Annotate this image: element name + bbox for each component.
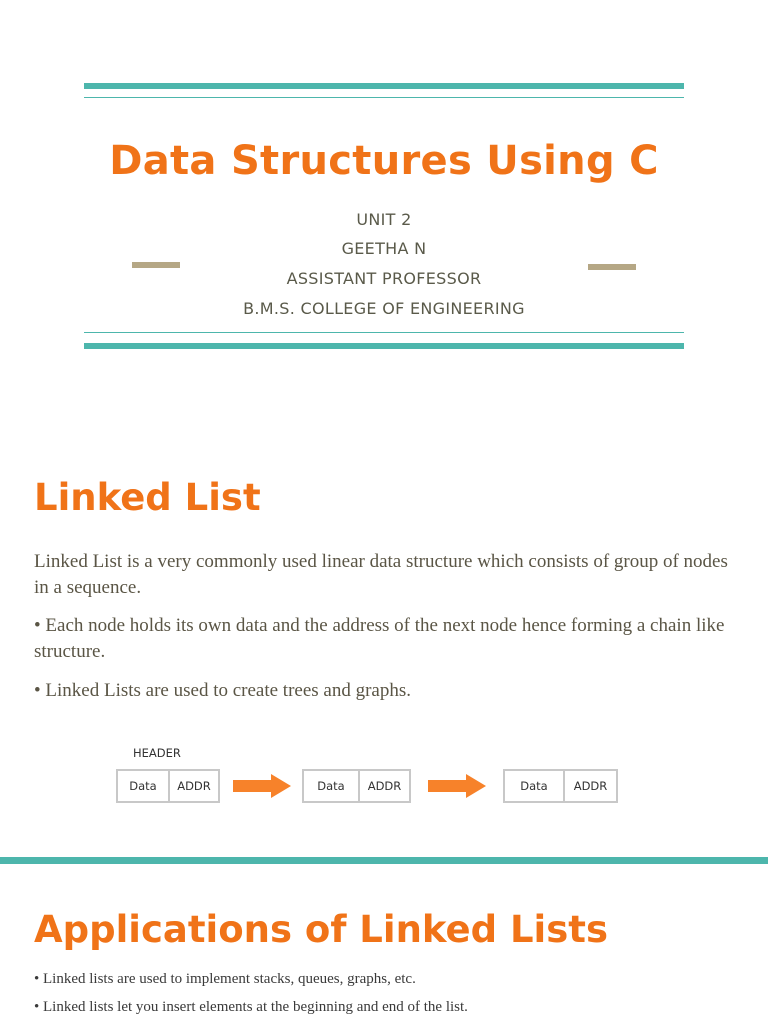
left-accent-dash [132,262,180,268]
arrow-right-icon [428,774,486,798]
bottom-thin-rule [84,332,684,333]
presentation-title: Data Structures Using C [109,138,659,184]
linked-list-heading: Linked List [34,476,261,519]
bottom-thick-rule [84,343,684,349]
author-name: GEETHA N [341,239,427,258]
list-node-3 [503,769,618,803]
unit-label: UNIT 2 [356,210,412,229]
author-designation: ASSISTANT PROFESSOR [286,269,482,288]
node-data-cell: Data [505,771,565,801]
linked-list-bullet-node: • Each node holds its own data and the address of the next node hence forming a chain like structure. [34,615,725,662]
top-thick-rule [84,83,684,89]
application-bullet-2: • Linked lists let you insert elements at the beginning and end of the list. [34,999,468,1015]
institution-name: B.M.S. COLLEGE OF ENGINEERING [243,299,525,318]
node-data-cell: Data [118,771,170,801]
application-bullet-1: • Linked lists are used to implement stacks, queues, graphs, etc. [34,971,416,987]
arrow-right-icon [233,774,291,798]
node-addr-cell: ADDR [367,779,402,793]
header-label: HEADER [133,746,181,760]
list-node-1 [116,769,220,803]
linked-list-definition: Linked List is a very commonly used linear data structure which consists of group of nodes in a sequence. [34,551,728,598]
node-addr-cell: ADDR [177,779,211,793]
list-node-2 [302,769,411,803]
slide-divider [0,857,768,864]
top-thin-rule [84,97,684,98]
applications-heading: Applications of Linked Lists [34,908,608,951]
node-data-cell: Data [304,771,360,801]
linked-list-bullet-uses: • Linked Lists are used to create trees and graphs. [34,680,412,701]
node-addr-cell: ADDR [573,779,608,793]
